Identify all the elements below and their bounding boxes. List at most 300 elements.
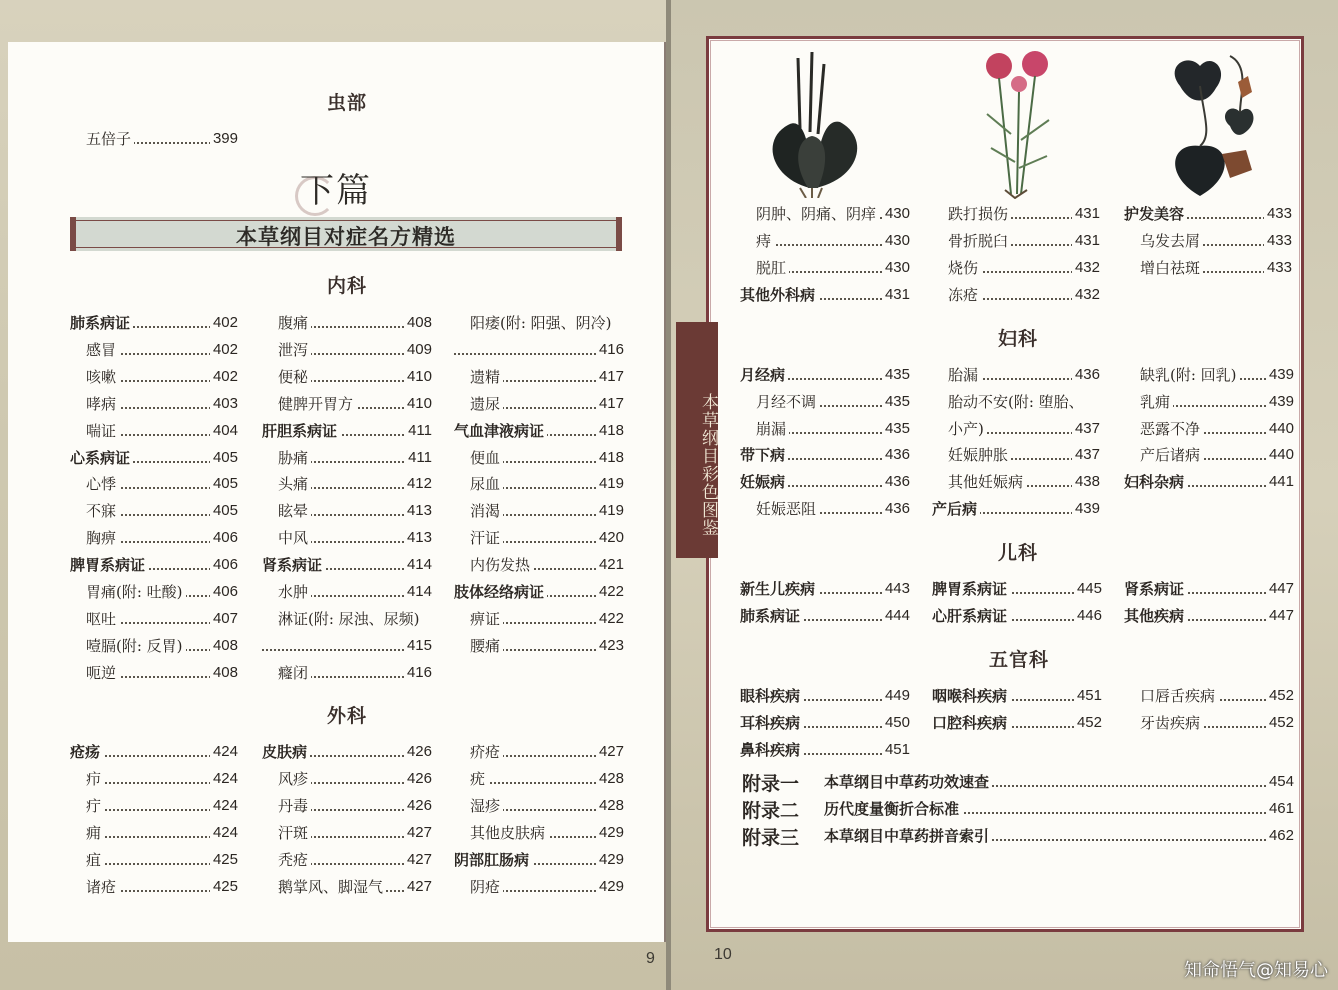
toc-entry-page: 426 — [404, 768, 432, 790]
toc-entry-page: 432 — [1072, 284, 1100, 306]
toc-entry-name: 牙齿疾病 — [1140, 712, 1203, 734]
toc-entry-name: 眼科疾病 — [740, 685, 803, 707]
side-tab-label: 本草纲目彩色图鉴 — [676, 322, 718, 558]
toc-entry — [278, 366, 432, 388]
toc-entry-name: 遗尿 — [470, 393, 503, 415]
toc-entry — [470, 527, 624, 549]
toc-entry-page: 412 — [404, 473, 432, 495]
toc-entry-name: 便秘 — [278, 366, 311, 388]
toc-entry-name: 口腔科疾病 — [932, 712, 1010, 734]
toc-entry-name: 其他外科病 — [740, 284, 818, 306]
toc-entry — [70, 312, 238, 334]
chapter-banner-title: 本草纲目对症名方精选 — [236, 224, 456, 249]
appendix-title: 本草纲目中草药功效速查 — [824, 771, 992, 793]
toc-entry — [262, 635, 432, 657]
toc-entry-page: 405 — [210, 447, 238, 469]
toc-entry-name: 痹证 — [470, 608, 503, 630]
toc-entry-page: 416 — [596, 339, 624, 361]
toc-entry — [740, 685, 910, 707]
toc-entry — [278, 473, 432, 495]
toc-entry-page: 439 — [1072, 498, 1100, 520]
toc-entry — [470, 447, 624, 469]
toc-entry-page: 437 — [1072, 418, 1100, 440]
toc-entry-name: 妇科杂病 — [1124, 471, 1187, 493]
toc-entry-page: 424 — [210, 741, 238, 763]
toc-entry-name: 脾胃系病证 — [932, 578, 1010, 600]
toc-entry-page: 444 — [882, 605, 910, 627]
toc-entry-name: 汗证 — [470, 527, 503, 549]
toc-entry-name: 疮疡 — [70, 741, 103, 763]
toc-entry-page: 425 — [210, 876, 238, 898]
toc-entry — [740, 364, 910, 386]
appendix-label: 附录一 — [742, 773, 800, 795]
toc-entry — [454, 420, 624, 442]
toc-entry-name: 呕吐 — [86, 608, 119, 630]
toc-entry-name: 遗精 — [470, 366, 503, 388]
section-title-chongbu: 虫部 — [327, 92, 368, 114]
watermark-text: 知命悟气@知易心 — [1184, 960, 1328, 981]
toc-entry-page: 408 — [404, 312, 432, 334]
toc-entry-page: 422 — [596, 608, 624, 630]
plantain-plant-icon — [760, 48, 870, 198]
toc-entry-page: 424 — [210, 768, 238, 790]
toc-entry-page: 433 — [1264, 257, 1292, 279]
toc-entry — [1140, 685, 1294, 707]
toc-entry — [740, 739, 910, 761]
toc-entry-name: 湿疹 — [470, 795, 503, 817]
toc-entry-name: 中风 — [278, 527, 311, 549]
toc-entry-page: 405 — [210, 473, 238, 495]
toc-entry-name: 产后病 — [932, 498, 980, 520]
toc-entry-page: 430 — [882, 230, 910, 252]
toc-entry — [948, 418, 1100, 440]
toc-entry — [86, 366, 238, 388]
toc-entry-name: 口唇舌疾病 — [1140, 685, 1218, 707]
toc-entry — [740, 471, 910, 493]
toc-entry-name: 胁痛 — [278, 447, 311, 469]
toc-entry-page: 404 — [210, 420, 238, 442]
toc-entry-name: 胃痛(附: 吐酸) — [86, 581, 186, 603]
appendix-title: 历代度量衡折合标准 — [824, 798, 962, 820]
toc-entry — [86, 608, 238, 630]
toc-entry-page: 435 — [882, 391, 910, 413]
toc-entry — [932, 498, 1100, 520]
toc-entry-page: 431 — [882, 284, 910, 306]
toc-entry-name: 月经病 — [740, 364, 788, 386]
toc-entry — [756, 418, 910, 440]
toc-entry-page: 436 — [882, 471, 910, 493]
toc-entry-page: 436 — [1072, 364, 1100, 386]
toc-entry-name: 其他皮肤病 — [470, 822, 548, 844]
toc-entry-page: 443 — [882, 578, 910, 600]
toc-entry — [1140, 391, 1294, 413]
toc-entry-name: 风疹 — [278, 768, 311, 790]
toc-entry-name: 腹痛 — [278, 312, 311, 334]
toc-entry-page: 436 — [882, 444, 910, 466]
toc-entry-page: 447 — [1266, 578, 1294, 600]
toc-entry-page: 418 — [596, 447, 624, 469]
section-title-neike: 内科 — [327, 275, 368, 297]
toc-entry — [278, 608, 420, 630]
toc-entry-name: 疖 — [86, 768, 104, 790]
toc-entry-name: 阴肿、阴痛、阴痒 — [756, 203, 879, 225]
toc-entry-page: 413 — [404, 500, 432, 522]
toc-entry-page: 452 — [1074, 712, 1102, 734]
toc-entry — [932, 685, 1102, 707]
toc-entry — [948, 391, 1084, 413]
toc-entry-name: 哮病 — [86, 393, 119, 415]
toc-entry-name: 泄泻 — [278, 339, 311, 361]
section-title-fuke: 妇科 — [998, 328, 1039, 350]
toc-entry — [278, 447, 432, 469]
toc-entry-name: 便血 — [470, 447, 503, 469]
toc-entry-name: 疥疮 — [470, 741, 503, 763]
toc-entry — [756, 257, 910, 279]
toc-entry-name: 妊娠恶阻 — [756, 498, 819, 520]
toc-entry-name: 胎漏 — [948, 364, 981, 386]
toc-entry — [756, 230, 910, 252]
appendix-entry — [824, 798, 1294, 820]
toc-entry-page: 452 — [1266, 712, 1294, 734]
toc-entry-page: 429 — [596, 849, 624, 871]
vine-plant-icon — [1160, 46, 1270, 196]
toc-entry-name: 肺系病证 — [70, 312, 133, 334]
toc-entry-name: 内伤发热 — [470, 554, 533, 576]
toc-entry-name: 脱肛 — [756, 257, 789, 279]
toc-entry — [86, 473, 238, 495]
toc-entry-name: 水肿 — [278, 581, 311, 603]
toc-entry-name: 烧伤 — [948, 257, 981, 279]
appendix-page: 462 — [1266, 825, 1294, 847]
toc-entry — [86, 581, 238, 603]
toc-entry-name: 诸疮 — [86, 876, 119, 898]
toc-entry-page: 436 — [882, 498, 910, 520]
toc-entry-page: 425 — [210, 849, 238, 871]
toc-entry-name: 护发美容 — [1124, 203, 1187, 225]
toc-entry — [1124, 605, 1294, 627]
toc-entry-name: 感冒 — [86, 339, 119, 361]
toc-entry-page: 452 — [1266, 685, 1294, 707]
toc-entry-page: 427 — [404, 876, 432, 898]
toc-entry — [740, 284, 910, 306]
toc-entry — [278, 768, 432, 790]
toc-entry — [470, 741, 624, 763]
toc-entry-page: 433 — [1264, 203, 1292, 225]
toc-entry — [948, 257, 1100, 279]
toc-entry-name: 咳嗽 — [86, 366, 119, 388]
toc-entry — [86, 876, 238, 898]
toc-entry — [86, 662, 238, 684]
toc-entry — [86, 822, 238, 844]
toc-entry-page: 402 — [210, 339, 238, 361]
toc-entry — [470, 608, 624, 630]
toc-entry-name: 胎动不安(附: 堕胎、 — [948, 392, 1084, 411]
toc-entry-page: 427 — [596, 741, 624, 763]
toc-entry-page: 424 — [210, 822, 238, 844]
toc-entry-page: 415 — [404, 635, 432, 657]
toc-entry — [86, 393, 238, 415]
toc-entry-page: 449 — [882, 685, 910, 707]
toc-entry-name: 肺系病证 — [740, 605, 803, 627]
toc-entry-page: 440 — [1266, 418, 1294, 440]
toc-entry — [86, 795, 238, 817]
toc-entry — [740, 712, 910, 734]
toc-entry — [454, 581, 624, 603]
toc-entry-name: 增白祛斑 — [1140, 257, 1203, 279]
toc-entry-name: 乳痈 — [1140, 391, 1173, 413]
toc-entry-page: 414 — [404, 554, 432, 576]
toc-entry-page: 417 — [596, 393, 624, 415]
toc-entry-name: 脾胃系病证 — [70, 554, 148, 576]
toc-entry — [278, 795, 432, 817]
toc-entry — [470, 795, 624, 817]
chapter-banner — [70, 217, 622, 251]
toc-entry-page: 402 — [210, 366, 238, 388]
toc-entry-page: 438 — [1072, 471, 1100, 493]
toc-entry — [740, 444, 910, 466]
toc-entry — [1140, 444, 1294, 466]
toc-entry — [86, 849, 238, 871]
section-title-wuguanke: 五官科 — [989, 649, 1050, 671]
appendix-page: 461 — [1266, 798, 1294, 820]
toc-entry — [86, 635, 238, 657]
toc-entry-name: 鼻科疾病 — [740, 739, 803, 761]
toc-entry-name: 其他妊娠病 — [948, 471, 1026, 493]
toc-entry — [740, 605, 910, 627]
toc-entry-page: 433 — [1264, 230, 1292, 252]
toc-entry-name: 噎膈(附: 反胃) — [86, 635, 186, 657]
toc-entry-page: 447 — [1266, 605, 1294, 627]
toc-entry — [932, 712, 1102, 734]
toc-entry-page: 418 — [596, 420, 624, 442]
toc-entry-page: 429 — [596, 876, 624, 898]
toc-entry-name: 头痛 — [278, 473, 311, 495]
toc-entry-page: 411 — [405, 447, 432, 469]
toc-entry-name: 心系病证 — [70, 447, 133, 469]
toc-entry-name: 月经不调 — [756, 391, 819, 413]
toc-entry-name: 骨折脱臼 — [948, 230, 1011, 252]
toc-entry — [278, 339, 432, 361]
toc-entry-name: 汗斑 — [278, 822, 311, 844]
toc-entry-page: 406 — [210, 527, 238, 549]
toc-entry-name: 消渴 — [470, 500, 503, 522]
toc-entry — [470, 554, 624, 576]
toc-entry-page: 419 — [596, 500, 624, 522]
toc-entry — [262, 420, 432, 442]
toc-entry — [948, 230, 1100, 252]
toc-entry-name: 阳痿(附: 阳强、阴冷) — [470, 314, 612, 332]
toc-entry-page: 406 — [210, 554, 238, 576]
toc-entry-name: 缺乳(附: 回乳) — [1140, 364, 1240, 386]
toc-entry-page: 429 — [596, 822, 624, 844]
toc-entry — [1140, 257, 1292, 279]
toc-entry-page: 426 — [404, 741, 432, 763]
toc-entry-page: 435 — [882, 418, 910, 440]
toc-entry-name: 妊娠肿胀 — [948, 444, 1011, 466]
toc-entry — [470, 635, 624, 657]
toc-entry-name: 咽喉科疾病 — [932, 685, 1010, 707]
toc-entry — [70, 554, 238, 576]
toc-entry-page: 451 — [1074, 685, 1102, 707]
toc-entry-page: 405 — [210, 500, 238, 522]
toc-entry — [454, 849, 624, 871]
toc-entry-page: 409 — [404, 339, 432, 361]
toc-entry-name: 妊娠病 — [740, 471, 788, 493]
toc-entry-name: 小产) — [948, 418, 987, 440]
toc-entry — [70, 447, 238, 469]
toc-entry — [278, 312, 432, 334]
toc-entry-page: 399 — [210, 128, 238, 150]
toc-entry-name: 气血津液病证 — [454, 420, 547, 442]
toc-entry — [86, 768, 238, 790]
toc-entry-name: 心悸 — [86, 473, 119, 495]
appendix-entry — [824, 771, 1294, 793]
section-title-waike: 外科 — [327, 705, 368, 727]
toc-entry-name: 痔 — [756, 230, 774, 252]
toc-entry — [756, 498, 910, 520]
toc-entry-page: 410 — [404, 393, 432, 415]
toc-entry — [948, 471, 1100, 493]
toc-entry-name: 腰痛 — [470, 635, 503, 657]
toc-entry-name: 喘证 — [86, 420, 119, 442]
toc-entry — [70, 741, 238, 763]
toc-entry-page: 422 — [596, 581, 624, 603]
toc-entry — [756, 203, 910, 225]
appendix-label: 附录二 — [742, 800, 800, 822]
toc-entry-page: 441 — [1266, 471, 1294, 493]
toc-entry — [278, 662, 432, 684]
toc-entry — [470, 876, 624, 898]
toc-entry-name: 肢体经络病证 — [454, 581, 547, 603]
appendix-title: 本草纲目中草药拼音索引 — [824, 825, 992, 847]
toc-entry — [262, 741, 432, 763]
toc-entry-name: 淋证(附: 尿浊、尿频) — [278, 609, 420, 628]
toc-entry-page: 437 — [1072, 444, 1100, 466]
toc-entry-page: 406 — [210, 581, 238, 603]
toc-entry — [932, 605, 1102, 627]
toc-entry-name: 崩漏 — [756, 418, 789, 440]
toc-entry — [932, 578, 1102, 600]
toc-entry-name: 疣 — [470, 768, 488, 790]
toc-entry — [278, 500, 432, 522]
toc-entry-page: 428 — [596, 795, 624, 817]
toc-entry-page: 402 — [210, 312, 238, 334]
toc-entry-page: 430 — [882, 203, 910, 225]
toc-entry — [278, 822, 432, 844]
toc-entry-name: 五倍子 — [86, 128, 134, 150]
dianthus-plant-icon — [975, 44, 1065, 199]
toc-entry-name: 尿血 — [470, 473, 503, 495]
toc-entry — [756, 391, 910, 413]
toc-entry — [278, 527, 432, 549]
toc-entry-name: 阴疮 — [470, 876, 503, 898]
toc-entry-name: 疽 — [86, 849, 104, 871]
toc-entry — [278, 876, 432, 898]
toc-entry-page: 439 — [1266, 391, 1294, 413]
appendix-page: 454 — [1266, 771, 1294, 793]
toc-entry-page: 410 — [404, 366, 432, 388]
toc-entry — [470, 393, 624, 415]
toc-entry-page: 411 — [405, 420, 432, 442]
toc-entry-name: 疔 — [86, 795, 104, 817]
toc-entry-name: 乌发去屑 — [1140, 230, 1203, 252]
appendix-label: 附录三 — [742, 827, 800, 849]
toc-entry — [1124, 203, 1292, 225]
toc-entry-name: 不寐 — [86, 500, 119, 522]
page-number-left: 9 — [646, 950, 655, 967]
toc-entry — [948, 364, 1100, 386]
toc-entry-page: 421 — [596, 554, 624, 576]
toc-entry — [278, 393, 432, 415]
toc-entry — [470, 500, 624, 522]
toc-entry — [470, 312, 612, 334]
toc-entry-name: 健脾开胃方 — [278, 393, 356, 415]
toc-entry-name: 其他疾病 — [1124, 605, 1187, 627]
toc-entry-page: 446 — [1074, 605, 1102, 627]
toc-entry-page: 408 — [210, 635, 238, 657]
toc-entry — [86, 128, 238, 150]
toc-entry-name: 肾系病证 — [1124, 578, 1187, 600]
toc-entry — [948, 284, 1100, 306]
toc-entry-name: 秃疮 — [278, 849, 311, 871]
toc-entry-name: 跌打损伤 — [948, 203, 1011, 225]
toc-entry-page: 450 — [882, 712, 910, 734]
toc-entry — [1140, 364, 1294, 386]
page-number-right: 10 — [714, 946, 732, 963]
toc-entry-name: 心肝系病证 — [932, 605, 1010, 627]
toc-entry — [262, 554, 432, 576]
toc-entry-page: 430 — [882, 257, 910, 279]
toc-entry-page: 427 — [404, 849, 432, 871]
toc-entry-name: 癃闭 — [278, 662, 311, 684]
toc-entry-name: 耳科疾病 — [740, 712, 803, 734]
toc-entry-page: 426 — [404, 795, 432, 817]
toc-entry — [470, 366, 624, 388]
toc-entry-name: 恶露不净 — [1140, 418, 1203, 440]
toc-entry-page: 408 — [210, 662, 238, 684]
toc-entry — [470, 473, 624, 495]
toc-entry-page: 403 — [210, 393, 238, 415]
toc-entry-name: 鹅掌风、脚湿气 — [278, 876, 386, 898]
toc-entry-name: 阴部肛肠病 — [454, 849, 532, 871]
toc-entry — [278, 581, 432, 603]
toc-entry-name: 新生儿疾病 — [740, 578, 818, 600]
toc-entry-page: 427 — [404, 822, 432, 844]
toc-entry-page: 435 — [882, 364, 910, 386]
toc-entry-page: 424 — [210, 795, 238, 817]
toc-entry — [86, 527, 238, 549]
toc-entry — [1124, 578, 1294, 600]
toc-entry-page: 431 — [1072, 203, 1100, 225]
toc-entry — [86, 339, 238, 361]
toc-entry-page: 407 — [210, 608, 238, 630]
toc-entry-page: 432 — [1072, 257, 1100, 279]
toc-entry-page: 420 — [596, 527, 624, 549]
toc-entry-page: 423 — [596, 635, 624, 657]
toc-entry-page: 413 — [404, 527, 432, 549]
toc-entry — [1140, 418, 1294, 440]
part-heading: 下篇 — [300, 171, 372, 211]
toc-entry — [470, 822, 624, 844]
toc-entry — [470, 768, 624, 790]
toc-entry-name: 胸痹 — [86, 527, 119, 549]
toc-entry-name: 眩晕 — [278, 500, 311, 522]
toc-entry-name: 带下病 — [740, 444, 788, 466]
toc-entry-name: 冻疮 — [948, 284, 981, 306]
toc-entry-page: 417 — [596, 366, 624, 388]
toc-entry-name: 丹毒 — [278, 795, 311, 817]
toc-entry-name: 肾系病证 — [262, 554, 325, 576]
